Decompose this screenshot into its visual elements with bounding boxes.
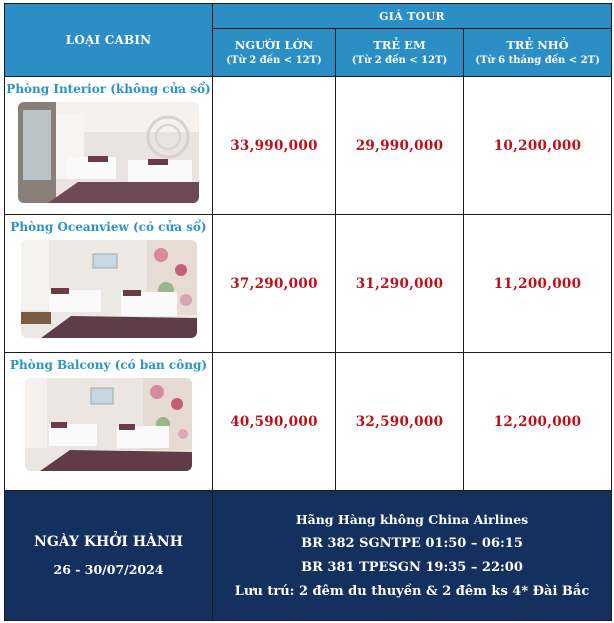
cabin-cell-interior [5, 77, 213, 215]
child-label: TRẺ EM [373, 37, 426, 52]
cabin-type-header: LOẠI CABIN [5, 4, 213, 77]
departure-date: 26 - 30/07/2024 [53, 562, 164, 577]
child-price-oceanview: 31,290,000 [336, 215, 464, 353]
departure-cell [5, 491, 213, 621]
balcony-room-photo [25, 378, 192, 471]
accommodation-info: Lưu trú: 2 đêm du thuyền & 2 đêm ks 4* Đài Bắc [234, 583, 590, 599]
infant-column-header [464, 29, 612, 77]
infant-price-oceanview: 11,200,000 [464, 215, 612, 353]
cabin-cell-balcony [5, 353, 213, 491]
adult-label: NGƯỜI LỚN [234, 37, 314, 52]
airline-name: Hãng Hàng không China Airlines [295, 511, 529, 527]
oceanview-room-photo [21, 240, 197, 338]
child-price-balcony: 32,590,000 [336, 353, 464, 491]
cabin-title-interior: Phòng Interior (không cửa sổ) [6, 82, 211, 96]
infant-age-range: (Từ 6 tháng đến < 2T) [475, 54, 600, 66]
table-row [5, 353, 612, 491]
departure-date-label: NGÀY KHỞI HÀNH [34, 534, 183, 550]
infant-price-interior: 10,200,000 [464, 77, 612, 215]
child-age-range: (Từ 2 đến < 12T) [351, 54, 448, 66]
tour-price-header: GIÁ TOUR [213, 4, 612, 29]
child-price-interior: 29,990,000 [336, 77, 464, 215]
adult-price-oceanview: 37,290,000 [213, 215, 336, 353]
adult-price-interior: 33,990,000 [213, 77, 336, 215]
table-row [5, 215, 612, 353]
adult-column-header [213, 29, 336, 77]
interior-room-photo [18, 102, 199, 203]
adult-age-range: (Từ 2 đến < 12T) [226, 54, 322, 66]
cabin-cell-oceanview [5, 215, 213, 353]
return-flight: BR 381 TPESGN 19:35 – 22:00 [301, 559, 523, 575]
infant-label: TRẺ NHỎ [506, 37, 569, 52]
tour-price-table-container [4, 3, 611, 620]
flight-info-cell [213, 491, 612, 621]
cabin-title-balcony: Phòng Balcony (có ban công) [9, 358, 208, 372]
footer-row [5, 491, 612, 621]
tour-price-table [4, 3, 612, 621]
outbound-flight: BR 382 SGNTPE 01:50 – 06:15 [301, 535, 523, 551]
adult-price-balcony: 40,590,000 [213, 353, 336, 491]
table-row [5, 77, 612, 215]
infant-price-balcony: 12,200,000 [464, 353, 612, 491]
cabin-title-oceanview: Phòng Oceanview (có cửa sổ) [10, 220, 207, 234]
child-column-header [336, 29, 464, 77]
